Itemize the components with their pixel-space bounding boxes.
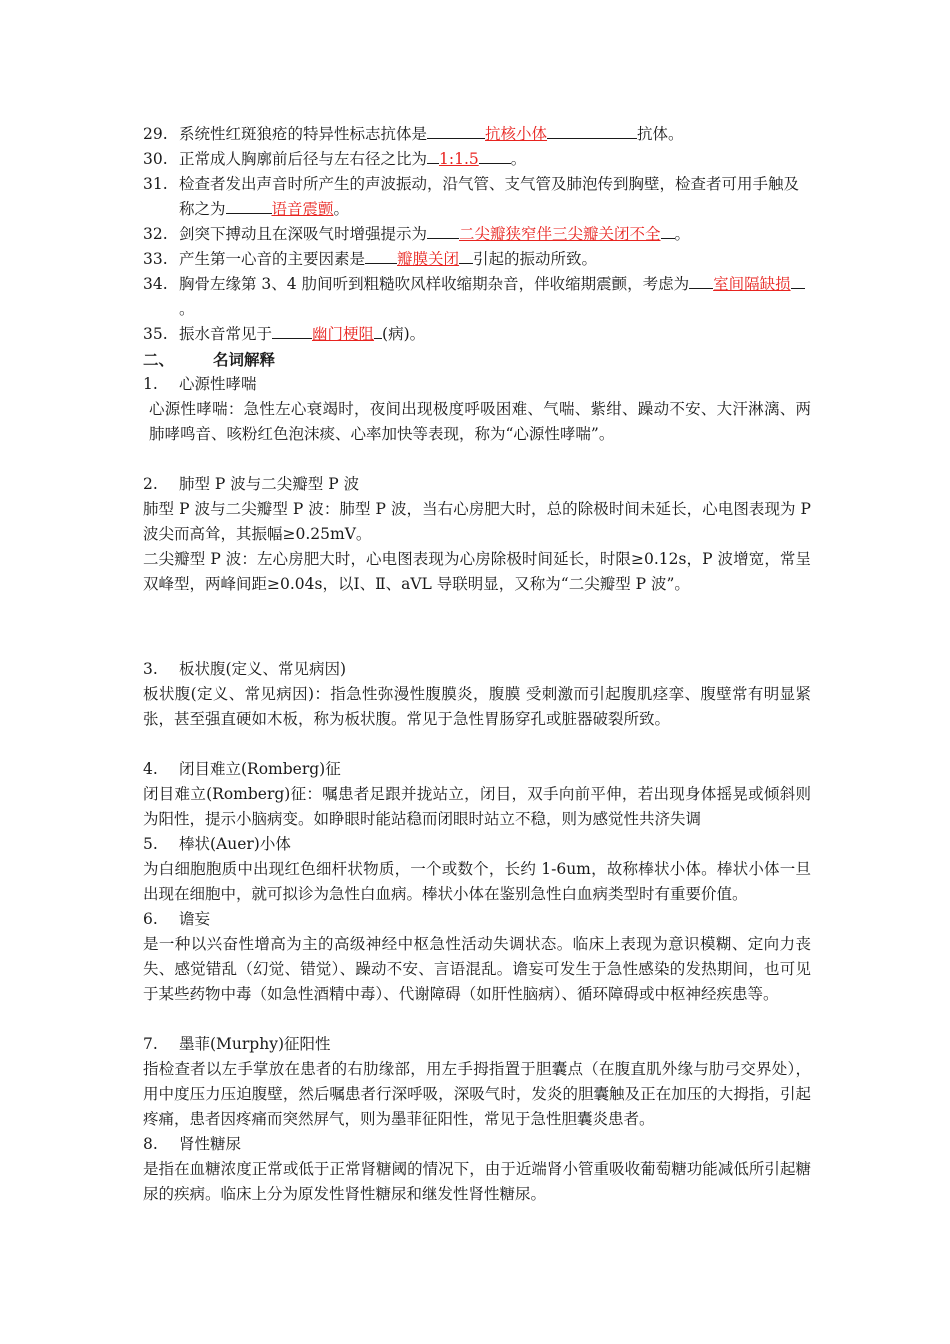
term-title: 板状腹(定义、常见病因): [179, 660, 347, 678]
term-definition: 为白细胞胞质中出现红色细杆状物质，一个或数个，长约 1-6um，故称棒状小体。棒状小体一旦出现在细胞中，就可拟诊为急性白血病。棒状小体在鉴别急性白血病类型时有重要价值。: [143, 860, 811, 903]
term-definition: 肺型 P 波与二尖瓣型 P 波：肺型 P 波，当右心房肥大时，总的除极时间未延长，心电图表现为 P 波尖而高耸，其振幅≥0.25mV。: [143, 500, 811, 543]
term-definition: 闭目难立(Romberg)征：嘱患者足跟并拢站立，闭目，双手向前平伸，若出现身体摇晃或倾斜则为阳性，提示小脑病变。如睁眼时能站稳而闭眼时站立不稳，则为感觉性共济失调: [143, 785, 811, 828]
term-definition: 指检查者以左手掌放在患者的右肋缘部，用左手拇指置于胆囊点（在腹直肌外缘与肋弓交界处），用中度压力压迫腹壁，然后嘱患者行深呼吸，深吸气时，发炎的胆囊触及正在加压的大拇指，引起疼痛，患者因疼痛而突然屏气，则为墨菲征阳性，常见于急性胆囊炎患者。: [143, 1060, 811, 1128]
question-text: 振水音常见于: [179, 325, 273, 343]
question-number: 29.: [143, 125, 168, 143]
term-heading: [143, 832, 811, 857]
term-number: 1.: [143, 375, 158, 393]
term-title: 肾性糖尿: [179, 1135, 242, 1153]
term-heading: [143, 1032, 811, 1057]
term-definition: 是指在血糖浓度正常或低于正常肾糖阈的情况下，由于近端肾小管重吸收葡萄糖功能减低所引起糖尿的疾病。临床上分为原发性肾性糖尿和继发性肾性糖尿。: [143, 1160, 811, 1203]
question-29: 29. 系统性红斑狼疮的特异性标志抗体是 抗核小体 抗体。: [143, 122, 811, 147]
section-title: 名词解释: [213, 350, 276, 369]
section-number: 二、: [143, 350, 175, 369]
term-definition: 心源性哮喘：急性左心衰竭时，夜间出现极度呼吸困难、气喘、紫绀、躁动不安、大汗淋漓、两肺哮鸣音、咳粉红色泡沫痰、心率加快等表现，称为“心源性哮喘”。: [149, 400, 811, 443]
term-title: 谵妄: [179, 910, 211, 928]
blank-line: [791, 272, 805, 289]
document-content: [143, 122, 811, 1207]
answer-text: 瓣膜关闭: [397, 250, 460, 268]
blank-line: [661, 222, 675, 239]
question-number: 35.: [143, 325, 168, 343]
term-number: 8.: [143, 1135, 158, 1153]
term-definition: 板状腹(定义、常见病因)：指急性弥漫性腹膜炎，腹膜 受刺激而引起腹肌痉挛、腹壁常有明显紧张，甚至强直硬如木板，称为板状腹。常见于急性胃肠穿孔或脏器破裂所致。: [143, 685, 811, 728]
question-33: 33. 产生第一心音的主要因素是 瓣膜关闭 引起的振动所致。: [143, 247, 811, 272]
answer-text: 室间隔缺损: [713, 275, 791, 293]
spacer: [143, 447, 811, 472]
blank-line: [427, 122, 485, 139]
question-34: 34. 胸骨左缘第 3、4 肋间听到粗糙吹风样收缩期杂音，伴收缩期震颤，考虑为 室间隔缺损。: [143, 272, 811, 322]
blank-line: [427, 222, 459, 239]
term-number: 2.: [143, 475, 158, 493]
blank-line: [459, 247, 473, 264]
question-number: 33.: [143, 250, 168, 268]
term-heading: [143, 757, 811, 782]
blank-line: [689, 272, 713, 289]
blank-line: [374, 322, 382, 339]
answer-text: 幽门梗阻: [312, 325, 375, 343]
term-title: 棒状(Auer)小体: [179, 835, 291, 853]
term-heading: [143, 372, 811, 397]
answer-text: 语音震颤: [271, 200, 334, 218]
term-heading: [143, 657, 811, 682]
term-heading: [143, 907, 811, 932]
question-text: 胸骨左缘第 3、4 肋间听到粗糙吹风样收缩期杂音，伴收缩期震颤，考虑为: [179, 275, 690, 293]
blank-line: [479, 147, 511, 164]
term-title: 墨菲(Murphy)征阳性: [179, 1035, 331, 1053]
spacer: [143, 732, 811, 757]
term-title: 肺型 P 波与二尖瓣型 P 波: [179, 475, 360, 493]
term-title: 闭目难立(Romberg)征: [179, 760, 341, 778]
term-heading: [143, 472, 811, 497]
question-32: 32. 剑突下搏动且在深吸气时增强提示为 二尖瓣狭窄伴三尖瓣关闭不全 。: [143, 222, 811, 247]
blank-line: [226, 197, 272, 214]
blank-line: [365, 247, 397, 264]
question-number: 31.: [143, 175, 168, 193]
spacer: [143, 597, 811, 647]
spacer: [143, 647, 811, 657]
term-number: 4.: [143, 760, 158, 778]
answer-text: 二尖瓣狭窄伴三尖瓣关闭不全: [459, 225, 661, 243]
term-number: 3.: [143, 660, 158, 678]
blank-line: [547, 122, 637, 139]
term-definition: 二尖瓣型 P 波：左心房肥大时，心电图表现为心房除极时间延长，时限≥0.12s，P 波增宽，常呈双峰型，两峰间距≥0.04s，以Ⅰ、Ⅱ、aVL 导联明显，又称为“二尖瓣型 P 波”。: [143, 550, 811, 593]
answer-text: 1:1.5: [439, 150, 479, 168]
question-text: 产生第一心音的主要因素是: [179, 250, 366, 268]
term-title: 心源性哮喘: [179, 375, 257, 393]
question-text: 剑突下搏动且在深吸气时增强提示为: [179, 225, 428, 243]
question-number: 34.: [143, 275, 168, 293]
question-31: 31. 检查者发出声音时所产生的声波振动，沿气管、支气管及肺泡传到胸壁，检查者可用手触及称之为 语音震颤。: [143, 172, 811, 222]
term-heading: [143, 1132, 811, 1157]
term-definition: 是一种以兴奋性增高为主的高级神经中枢急性活动失调状态。临床上表现为意识模糊、定向力丧失、感觉错乱（幻觉、错觉）、躁动不安、言语混乱。谵妄可发生于急性感染的发热期间，也可见于某些药物中毒（如急性酒精中毒）、代谢障碍（如肝性脑病）、循环障碍或中枢神经疾患等。: [143, 935, 811, 1003]
question-30: 30. 正常成人胸廓前后径与左右径之比为 1:1.5 。: [143, 147, 811, 172]
term-number: 5.: [143, 835, 158, 853]
question-text: 检查者发出声音时所产生的声波振动，沿气管、支气管及肺泡传到胸壁，检查者可用手触及称之为: [179, 175, 800, 218]
spacer: [143, 1007, 811, 1032]
question-number: 30.: [143, 150, 168, 168]
term-number: 6.: [143, 910, 158, 928]
blank-line: [427, 147, 439, 164]
answer-text: 抗核小体: [485, 125, 548, 143]
question-text: 系统性红斑狼疮的特异性标志抗体是: [179, 125, 428, 143]
question-number: 32.: [143, 225, 168, 243]
blank-line: [272, 322, 312, 339]
question-35: 35. 振水音常见于 幽门梗阻 (病)。: [143, 322, 811, 347]
section-heading: [143, 347, 811, 372]
term-number: 7.: [143, 1035, 158, 1053]
question-text: 正常成人胸廓前后径与左右径之比为: [179, 150, 428, 168]
